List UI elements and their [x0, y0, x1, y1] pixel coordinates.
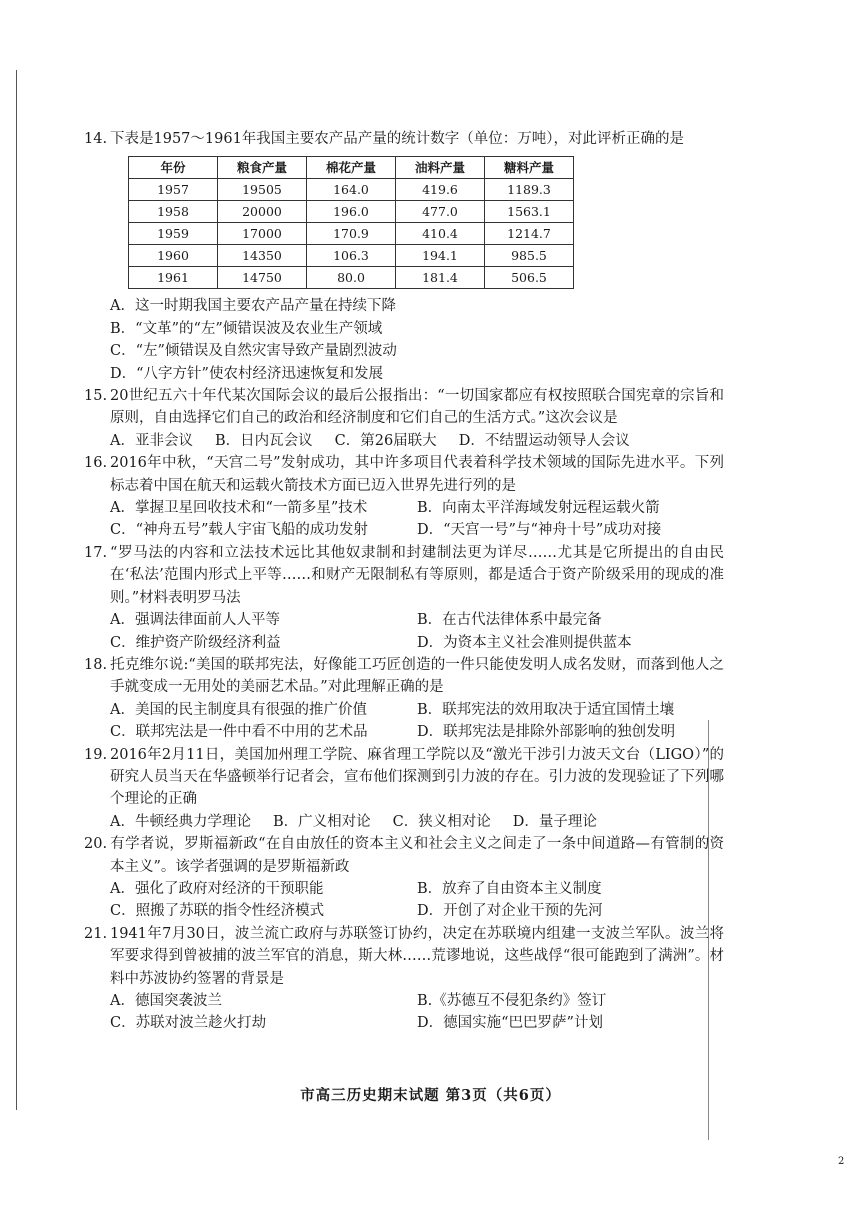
table-cell: 1961 [129, 267, 218, 289]
production-table [128, 156, 574, 289]
option-d: D．德国实施“巴巴罗萨”计划 [417, 1015, 603, 1032]
question-stem: 20世纪五六十年代某次国际会议的最后公报指出：“一切国家都应有权按照联合国宪章的宗旨和原则，自由选择它们自己的政治和经济制度和它们自己的生活方式。”这次会议是 [110, 388, 724, 427]
question-21 [84, 923, 724, 1035]
option-a: A．美国的民主制度具有很强的推广价值 [110, 701, 367, 718]
question-number: 20. [84, 836, 108, 853]
option-c: C．狭义相对论 [392, 813, 491, 830]
question-14 [84, 128, 724, 385]
question-number: 14. [84, 131, 108, 147]
options-row [84, 900, 724, 922]
question-19 [84, 744, 724, 834]
column-header: 粮食产量 [218, 157, 307, 179]
table-cell: 14350 [218, 245, 307, 267]
option-c: C．联邦宪法是一件中看不中用的艺术品 [110, 724, 368, 741]
table-cell: 1959 [129, 223, 218, 245]
options-row [84, 497, 724, 519]
scan-edge-left [16, 70, 17, 1110]
table-cell: 1563.1 [485, 201, 574, 223]
table-cell: 181.4 [396, 267, 485, 289]
option-b: B．放弃了自由资本主义制度 [417, 880, 602, 897]
question-17 [84, 542, 724, 654]
question-stem: 2016年2月11日，美国加州理工学院、麻省理工学院以及“激光干涉引力波天文台（LIGO）”的研究人员当天在华盛顿举行记者会，宣布他们探测到引力波的存在。引力波的发现验证了下列哪个理论的正确 [110, 746, 724, 808]
options-row [84, 519, 724, 541]
option-a: A．这一时期我国主要农产品产量在持续下降 [110, 298, 396, 315]
table-cell: 477.0 [396, 201, 485, 223]
table-cell: 106.3 [307, 245, 396, 267]
question-stem: “罗马法的内容和立法技术远比其他奴隶制和封建制法更为详尽……尤其是它所提出的自由民在‘私法’范围内形式上平等……和财产无限制私有等原则，都是适合于资产阶级采用的现成的准则。”材料表明罗马法 [110, 544, 724, 606]
table-cell: 14750 [218, 267, 307, 289]
options-list [84, 295, 724, 385]
question-16 [84, 452, 724, 542]
option-b: B．向南太平洋海域发射远程运载火箭 [417, 500, 660, 517]
option-a: A．强化了政府对经济的干预职能 [110, 880, 324, 897]
question-stem: 有学者说，罗斯福新政“在自由放任的资本主义和社会主义之间走了一条中间道路—有管制的资本主义”。该学者强调的是罗斯福新政 [110, 836, 724, 875]
question-20 [84, 833, 724, 923]
option-a: A．强调法律面前人人平等 [110, 612, 280, 629]
question-number: 19. [84, 746, 108, 763]
option-b: B.《苏德互不侵犯条约》签订 [417, 993, 607, 1009]
question-number: 21. [84, 925, 108, 942]
table-row [129, 179, 574, 201]
option-d: D．为资本主义社会准则提供蓝本 [417, 634, 632, 651]
page-number: 2 [838, 1156, 845, 1167]
option-b: B．在古代法律体系中最完备 [417, 612, 602, 629]
question-stem: 1941年7月30日，波兰流亡政府与苏联签订协约，决定在苏联境内组建一支波兰军队。波兰将军要求得到曾被捕的波兰军官的消息，斯大林……荒谬地说，这些战俘“很可能跑到了满洲”。材料中苏波协约签署的背景是 [110, 925, 724, 987]
option-d: D．不结盟运动领导人会议 [458, 432, 630, 449]
options-row [84, 609, 724, 631]
table-cell: 985.5 [485, 245, 574, 267]
options-row [84, 878, 724, 900]
options-row [84, 699, 724, 721]
option-a: A．亚非会议 [110, 432, 193, 449]
option-b: B．联邦宪法的效用取决于适宜国情土壤 [417, 701, 675, 718]
option-c: C．“左”倾错误及自然灾害导致产量剧烈波动 [110, 343, 397, 360]
column-header: 棉花产量 [307, 157, 396, 179]
column-header: 糖料产量 [485, 157, 574, 179]
option-c: C．照搬了苏联的指令性经济模式 [110, 903, 325, 920]
question-stem: 2016年中秋，“天宫二号”发射成功，其中许多项目代表着科学技术领域的国际先进水平。下列标志着中国在航天和运载火箭技术方面已迈入世界先进行列的是 [110, 455, 724, 494]
question-15 [84, 385, 724, 452]
table-row [129, 245, 574, 267]
column-header: 油料产量 [396, 157, 485, 179]
options-row [84, 1012, 724, 1034]
column-header: 年份 [129, 157, 218, 179]
options-row [84, 632, 724, 654]
option-b: B．“文革”的“左”倾错误波及农业生产领域 [110, 320, 383, 337]
option-d: D．量子理论 [512, 813, 597, 830]
option-c: C．“神舟五号”载人宇宙飞船的成功发射 [110, 522, 368, 539]
question-number: 18. [84, 656, 108, 673]
table-cell: 17000 [218, 223, 307, 245]
table-cell: 19505 [218, 179, 307, 201]
table-cell: 506.5 [485, 267, 574, 289]
options-row [84, 811, 724, 833]
option-a: A．掌握卫星回收技术和“一箭多星”技术 [110, 500, 368, 517]
options-row [84, 990, 724, 1012]
options-row [84, 721, 724, 743]
page-footer: 市高三历史期末试题 第3页（共6页） [300, 1087, 561, 1104]
exam-page [84, 128, 724, 1035]
table-row [129, 267, 574, 289]
table-cell: 194.1 [396, 245, 485, 267]
option-d: D．开创了对企业干预的先河 [417, 903, 603, 920]
table-cell: 164.0 [307, 179, 396, 201]
table-cell: 1960 [129, 245, 218, 267]
question-number: 16. [84, 455, 108, 472]
table-row [129, 201, 574, 223]
question-18 [84, 654, 724, 744]
table-cell: 1214.7 [485, 223, 574, 245]
question-stem: 托克维尔说:“美国的联邦宪法，好像能工巧匠创造的一件只能使发明人成名发财，而落到他人之手就变成一无用处的美丽艺术品。”对此理解正确的是 [110, 656, 724, 696]
table-cell: 419.6 [396, 179, 485, 201]
table-cell: 170.9 [307, 223, 396, 245]
option-a: A．牛顿经典力学理论 [110, 813, 251, 830]
option-c: C．苏联对波兰趁火打劫 [110, 1015, 267, 1032]
table-cell: 1958 [129, 201, 218, 223]
options-row [84, 430, 724, 452]
option-b: B．广义相对论 [272, 813, 371, 830]
table-row [129, 223, 574, 245]
table-cell: 80.0 [307, 267, 396, 289]
question-number: 17. [84, 544, 108, 561]
question-number: 15. [84, 388, 108, 405]
table-cell: 196.0 [307, 201, 396, 223]
option-d: D．“八字方针”使农村经济迅速恢复和发展 [110, 365, 383, 382]
option-d: D．联邦宪法是排除外部影响的独创发明 [417, 724, 676, 741]
option-b: B．日内瓦会议 [214, 432, 313, 449]
table-cell: 410.4 [396, 223, 485, 245]
table-cell: 20000 [218, 201, 307, 223]
table-cell: 1957 [129, 179, 218, 201]
option-d: D．“天宫一号”与“神舟十号”成功对接 [417, 522, 662, 539]
table-header-row [129, 157, 574, 179]
option-c: C．第26届联大 [334, 432, 437, 449]
question-stem: 下表是1957～1961年我国主要农产品产量的统计数字（单位：万吨），对此评析正确的是 [110, 131, 685, 147]
option-c: C．维护资产阶级经济利益 [110, 634, 281, 651]
table-cell: 1189.3 [485, 179, 574, 201]
option-a: A．德国突袭波兰 [110, 993, 222, 1009]
